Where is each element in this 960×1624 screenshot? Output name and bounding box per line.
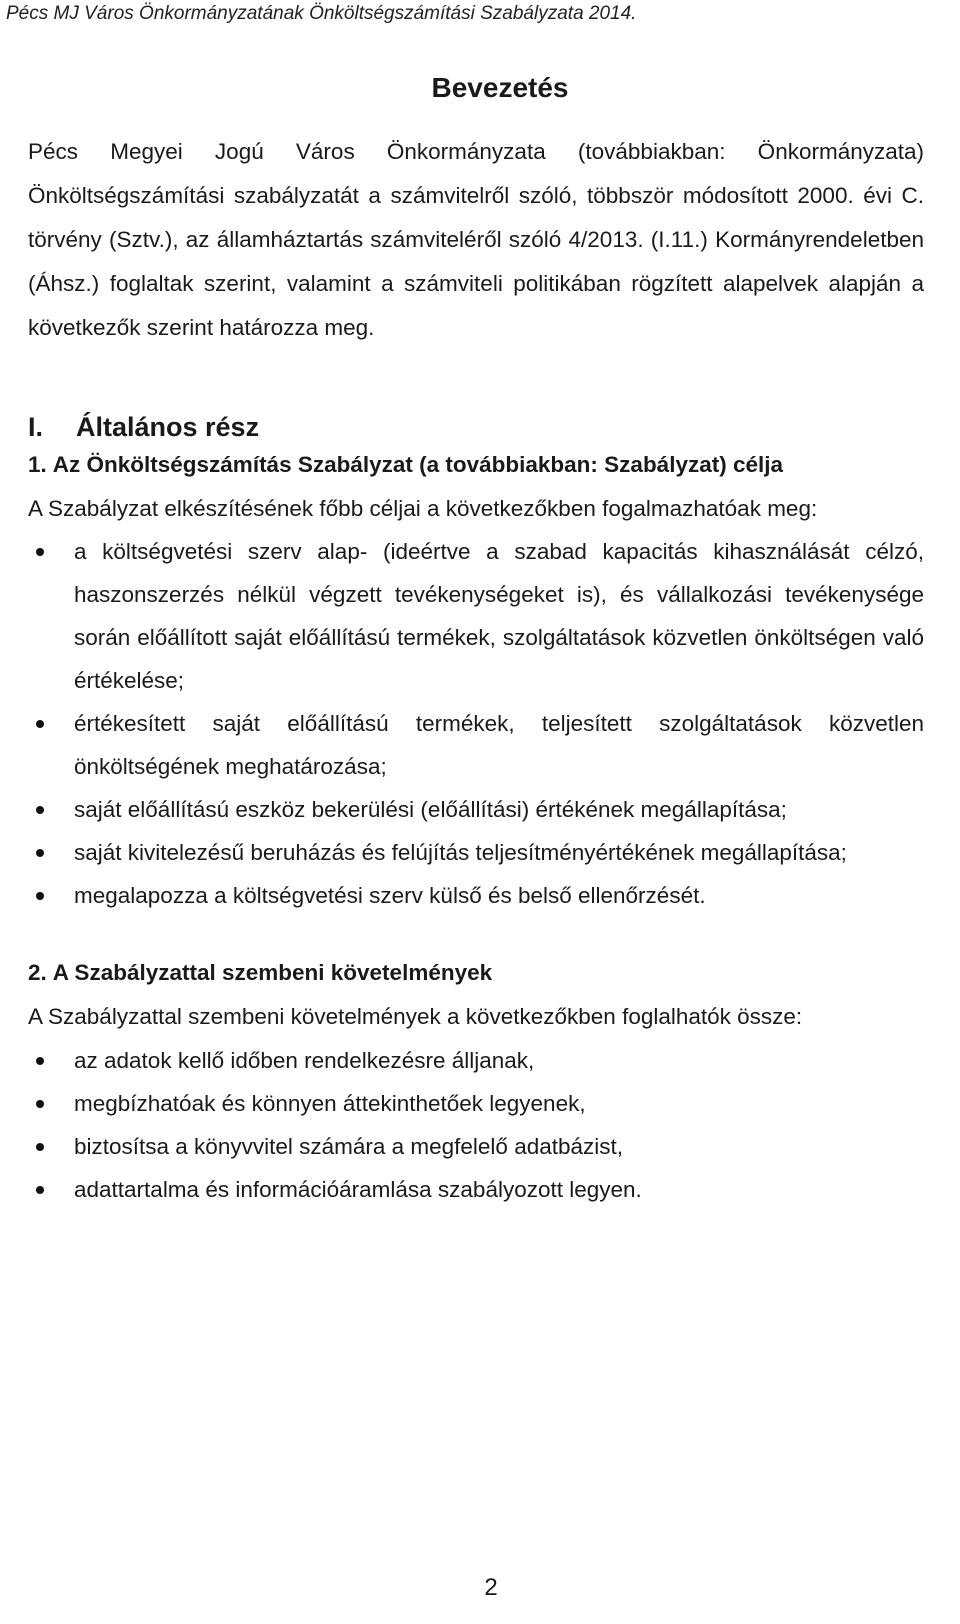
- bullet-icon: [36, 892, 44, 900]
- part-number: I.: [28, 412, 44, 442]
- bullet-icon: [36, 849, 44, 857]
- part-title: Általános rész: [76, 412, 260, 442]
- section-1-list: [28, 530, 924, 917]
- section-1-title: Az Önköltségszámítás Szabályzat (a továbbiakban: Szabályzat) célja: [52, 452, 784, 477]
- list-item: saját kivitelezésű beruházás és felújítás teljesítményértékének megállapítása;: [28, 831, 924, 874]
- page-number: 2: [484, 1574, 498, 1601]
- list-item: értékesített saját előállítású termékek, teljesített szolgáltatások közvetlen önköltségének meghatározása;: [28, 702, 924, 788]
- section-2-list: [28, 1039, 924, 1211]
- list-item: megbízhatóak és könnyen áttekinthetőek legyenek,: [28, 1082, 924, 1125]
- bullet-icon: [36, 1100, 44, 1108]
- section-1-number: 1.: [28, 452, 47, 477]
- bullet-icon: [36, 548, 44, 556]
- bullet-icon: [36, 1057, 44, 1065]
- list-item: az adatok kellő időben rendelkezésre álljanak,: [28, 1039, 924, 1082]
- running-header: Pécs MJ Város Önkormányzatának Önköltségszámítási Szabályzata 2014.: [6, 3, 637, 24]
- list-item: saját előállítású eszköz bekerülési (előállítási) értékének megállapítása;: [28, 788, 924, 831]
- bullet-icon: [36, 720, 44, 728]
- section-1-heading: [28, 452, 783, 478]
- list-item: adattartalma és információáramlása szabályozott legyen.: [28, 1168, 924, 1211]
- bullet-icon: [36, 1186, 44, 1194]
- section-2-heading: [28, 960, 492, 986]
- list-item: biztosítsa a könyvvitel számára a megfelelő adatbázist,: [28, 1125, 924, 1168]
- section-2-number: 2.: [28, 960, 47, 985]
- list-item: a költségvetési szerv alap- (ideértve a szabad kapacitás kihasználását célzó, haszonszerzés nélkül végzett tevékenységeket is), és vállalkozási tevékenysége során előállított saját előállítású termékek, szolgáltatások közvetlen önköltségen való értékelése;: [28, 530, 924, 702]
- bullet-icon: [36, 806, 44, 814]
- intro-paragraph: Pécs Megyei Jogú Város Önkormányzata (továbbiakban: Önkormányzata) Önköltségszámítási szabályzatát a számvitelről szóló, többször módosított 2000. évi C. törvény (Sztv.), az államháztartás számviteléről szóló 4/2013. (I.11.) Kormányrendeletben (Áhsz.) foglaltak szerint, valamint a számviteli politikában rögzített alapelvek alapján a következők szerint határozza meg.: [28, 139, 924, 340]
- section-1-lead: A Szabályzat elkészítésének főbb céljai a következőkben fogalmazhatóak meg:: [28, 496, 818, 521]
- page-title: Bevezetés: [431, 72, 569, 103]
- section-2-title: A Szabályzattal szembeni követelmények: [52, 960, 493, 985]
- part-heading: [28, 412, 259, 443]
- bullet-icon: [36, 1143, 44, 1151]
- section-2-lead: A Szabályzattal szembeni követelmények a következőkben foglalhatók össze:: [28, 1004, 803, 1029]
- list-item: megalapozza a költségvetési szerv külső és belső ellenőrzését.: [28, 874, 924, 917]
